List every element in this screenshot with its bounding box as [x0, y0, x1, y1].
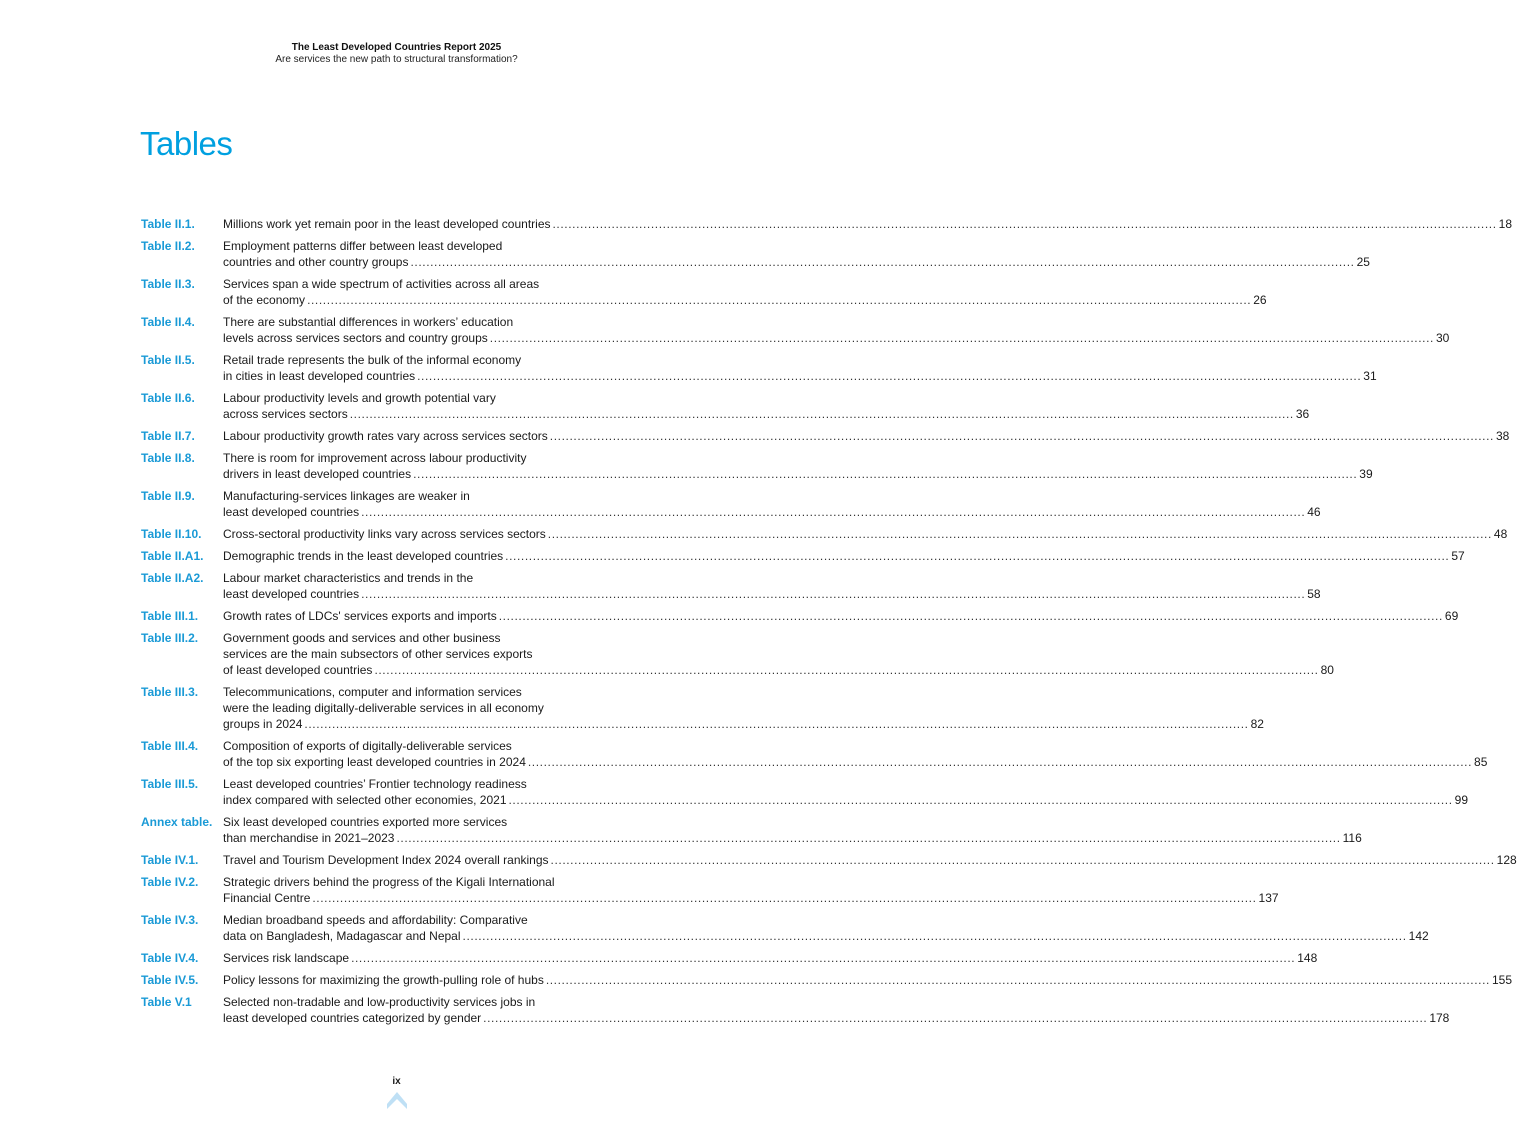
table-title-line: Labour productivity levels and growth potential vary [223, 391, 496, 405]
table-number[interactable]: Table II.7. [141, 429, 195, 443]
table-title-text: Policy lessons for maximizing the growth-pulling role of hubs [223, 973, 544, 987]
table-title-line: Selected non-tradable and low-productivity services jobs in [223, 995, 536, 1009]
table-title-last-line [223, 1010, 1449, 1026]
dot-leader [463, 928, 1407, 944]
table-title[interactable] [223, 488, 1321, 520]
table-title-last-line [223, 586, 1321, 602]
table-title-text: drivers in least developed countries [223, 467, 412, 481]
table-number[interactable]: Table II.A2. [141, 571, 204, 585]
toc-entry[interactable] [141, 972, 1512, 988]
table-title-line: Strategic drivers behind the progress of the Kigali International [223, 875, 555, 889]
table-title-text: index compared with selected other economies, 2021 [223, 793, 507, 807]
dot-leader [546, 972, 1490, 988]
table-title[interactable] [223, 526, 1507, 542]
table-title-last-line [223, 548, 1465, 564]
page-reference[interactable]: 148 [1297, 951, 1318, 965]
dot-leader [417, 368, 1361, 384]
page-title: Tables [140, 125, 233, 162]
toc-entry[interactable] [141, 352, 1377, 384]
dot-leader [350, 406, 1294, 422]
table-title[interactable] [223, 630, 1334, 678]
table-title-line: There are substantial differences in workers’ education [223, 315, 514, 329]
table-number[interactable]: Table IV.3. [141, 913, 199, 927]
table-number[interactable]: Table II.6. [141, 391, 195, 405]
table-title-line: Least developed countries’ Frontier technology readiness [223, 777, 527, 791]
table-title-line: Labour market characteristics and trends in the [223, 571, 474, 585]
table-title-text: least developed countries [223, 587, 360, 601]
table-number[interactable]: Table III.5. [141, 777, 199, 791]
table-number[interactable]: Table V.1 [141, 995, 192, 1009]
report-title: The Least Developed Countries Report 2025 [291, 42, 502, 53]
table-number[interactable]: Table II.10. [141, 527, 202, 541]
table-title-text: of the top six exporting least developed countries in 2024 [223, 755, 526, 769]
table-title-last-line [223, 466, 1373, 482]
table-title-text: Growth rates of LDCs' services exports and imports [223, 609, 497, 623]
page-reference[interactable]: 25 [1356, 255, 1370, 269]
toc-entry[interactable] [141, 994, 1450, 1026]
dot-leader [396, 830, 1340, 846]
table-title[interactable] [223, 238, 1370, 270]
table-number[interactable]: Table IV.2. [141, 875, 199, 889]
page-reference[interactable]: 178 [1429, 1011, 1450, 1025]
table-title[interactable] [223, 972, 1512, 988]
table-number[interactable]: Table III.1. [141, 609, 199, 623]
page-reference[interactable]: 38 [1495, 429, 1510, 443]
page-reference[interactable]: 69 [1444, 609, 1459, 623]
dot-leader [410, 254, 1354, 270]
table-title[interactable] [223, 684, 1264, 732]
page-reference[interactable]: 80 [1320, 663, 1334, 677]
toc-entry[interactable] [141, 608, 1459, 624]
table-title[interactable] [223, 950, 1317, 966]
dot-leader [553, 216, 1497, 232]
table-title[interactable] [223, 874, 1279, 906]
table-title-last-line [223, 852, 1517, 868]
table-title-last-line [223, 830, 1362, 846]
page-reference[interactable]: 57 [1451, 549, 1465, 563]
toc-entry[interactable] [141, 276, 1267, 308]
table-title-text: Millions work yet remain poor in the least developed countries [223, 217, 551, 231]
page-reference[interactable]: 48 [1493, 527, 1508, 541]
dot-leader [413, 466, 1357, 482]
page-reference[interactable]: 142 [1408, 929, 1429, 943]
table-title-text: of the economy [223, 293, 306, 307]
page-number: ix [392, 1076, 401, 1087]
table-title-last-line [223, 950, 1317, 966]
table-title-last-line [223, 216, 1512, 232]
dot-leader [374, 662, 1318, 678]
table-title[interactable] [223, 314, 1449, 346]
table-title[interactable] [223, 608, 1458, 624]
table-title-line: Services span a wide spectrum of activities across all areas [223, 277, 540, 291]
table-title[interactable] [223, 352, 1377, 384]
table-title-last-line [223, 292, 1267, 308]
table-title-last-line [223, 792, 1468, 808]
table-number[interactable]: Table II.5. [141, 353, 195, 367]
table-title-text: across services sectors [223, 407, 348, 421]
toc-entry[interactable] [141, 852, 1517, 868]
dot-leader [312, 890, 1256, 906]
table-title[interactable] [223, 450, 1373, 482]
table-title-last-line [223, 406, 1309, 422]
table-title[interactable] [223, 390, 1309, 422]
toc-entry[interactable] [141, 738, 1488, 770]
table-title-last-line [223, 526, 1507, 542]
table-title-line: Six least developed countries exported more services [223, 815, 508, 829]
table-title-last-line [223, 928, 1429, 944]
table-title-line: Composition of exports of digitally-deliverable services [223, 739, 512, 753]
toc-entry[interactable] [141, 488, 1321, 520]
table-title[interactable] [223, 570, 1321, 602]
page-reference[interactable]: 82 [1250, 717, 1264, 731]
table-title-text: Demographic trends in the least developed countries [223, 549, 504, 563]
dot-leader [551, 852, 1495, 868]
table-title-line: were the leading digitally-deliverable services in all economy [223, 701, 544, 715]
table-title-last-line [223, 972, 1512, 988]
table-title-last-line [223, 428, 1509, 444]
running-header [0, 42, 793, 66]
table-title-text: Labour productivity growth rates vary across services sectors [223, 429, 548, 443]
page-reference[interactable]: 31 [1363, 369, 1377, 383]
page-reference[interactable]: 85 [1474, 755, 1488, 769]
table-number[interactable]: Table II.3. [141, 277, 195, 291]
page-reference[interactable]: 36 [1295, 407, 1310, 421]
toc-entry[interactable] [141, 630, 1334, 678]
table-title-last-line [223, 504, 1321, 520]
table-title[interactable] [223, 994, 1449, 1026]
table-title-text: than merchandise in 2021–2023 [223, 831, 395, 845]
table-of-tables [141, 216, 1517, 1032]
page-reference[interactable]: 58 [1307, 587, 1321, 601]
table-number[interactable]: Table IV.5. [141, 973, 199, 987]
dot-leader [304, 716, 1248, 732]
table-title[interactable] [223, 912, 1429, 944]
table-number[interactable]: Table III.2. [141, 631, 199, 645]
page-reference[interactable]: 39 [1359, 467, 1373, 481]
table-title-line: Employment patterns differ between least developed [223, 239, 503, 253]
dot-leader [505, 548, 1449, 564]
dot-leader [490, 330, 1434, 346]
table-title-line: Median broadband speeds and affordability: Comparative [223, 913, 528, 927]
table-title-line: There is room for improvement across labour productivity [223, 451, 527, 465]
table-title-text: groups in 2024 [223, 717, 303, 731]
table-title-line: Government goods and services and other business [223, 631, 501, 645]
table-title-text: of least developed countries [223, 663, 373, 677]
table-number[interactable]: Table II.8. [141, 451, 195, 465]
table-number[interactable]: Table II.9. [141, 489, 195, 503]
dot-leader [351, 950, 1295, 966]
toc-entry[interactable] [141, 314, 1450, 346]
table-title[interactable] [223, 216, 1512, 232]
table-title[interactable] [223, 738, 1487, 770]
table-title[interactable] [223, 776, 1468, 808]
page-reference[interactable]: 116 [1342, 831, 1362, 845]
page-reference[interactable]: 30 [1435, 331, 1450, 345]
table-title-last-line [223, 754, 1487, 770]
table-title-last-line [223, 716, 1264, 732]
dot-leader [550, 428, 1494, 444]
dot-leader [361, 504, 1305, 520]
table-title-text: levels across services sectors and country groups [223, 331, 488, 345]
table-title-text: data on Bangladesh, Madagascar and Nepal [223, 929, 461, 943]
table-title-last-line [223, 254, 1370, 270]
page-reference[interactable]: 155 [1491, 973, 1512, 987]
table-title-last-line [223, 890, 1279, 906]
page-reference[interactable]: 46 [1307, 505, 1321, 519]
table-title-last-line [223, 608, 1458, 624]
dot-leader [528, 754, 1472, 770]
table-title-line: Telecommunications, computer and information services [223, 685, 522, 699]
toc-entry[interactable] [141, 450, 1373, 482]
table-title-line: Manufacturing-services linkages are weaker in [223, 489, 470, 503]
dot-leader [361, 586, 1305, 602]
table-title[interactable] [223, 852, 1517, 868]
table-title[interactable] [223, 814, 1362, 846]
table-number[interactable]: Table II.4. [141, 315, 195, 329]
report-subtitle: Are services the new path to structural transformation? [275, 54, 518, 65]
table-number[interactable]: Table IV.1. [141, 853, 199, 867]
table-title[interactable] [223, 548, 1465, 564]
table-title-text: least developed countries [223, 505, 360, 519]
table-number[interactable]: Table III.3. [141, 685, 199, 699]
dot-leader [483, 1010, 1427, 1026]
table-number[interactable]: Table II.2. [141, 239, 195, 253]
table-number[interactable]: Annex table. [141, 815, 213, 829]
table-title-text: least developed countries categorized by gender [223, 1011, 482, 1025]
toc-entry[interactable] [141, 950, 1318, 966]
toc-entry[interactable] [141, 216, 1513, 232]
page-reference[interactable]: 99 [1454, 793, 1469, 807]
table-title-text: Financial Centre [223, 891, 311, 905]
chevron-up-icon[interactable] [386, 1090, 408, 1110]
dot-leader [307, 292, 1251, 308]
table-title-text: Travel and Tourism Development Index 2024 overall rankings [223, 853, 549, 867]
table-title-line: services are the main subsectors of other services exports [223, 647, 533, 661]
page-reference[interactable]: 26 [1253, 293, 1267, 307]
table-title-text: countries and other country groups [223, 255, 409, 269]
toc-entry[interactable] [141, 814, 1362, 846]
toc-entry[interactable] [141, 874, 1279, 906]
toc-entry[interactable] [141, 912, 1429, 944]
table-title[interactable] [223, 276, 1267, 308]
table-title-text: in cities in least developed countries [223, 369, 416, 383]
dot-leader [509, 792, 1453, 808]
page-reference[interactable]: 137 [1258, 891, 1279, 905]
toc-entry[interactable] [141, 238, 1370, 270]
dot-leader [499, 608, 1443, 624]
page-reference[interactable]: 128 [1496, 853, 1517, 867]
dot-leader [548, 526, 1492, 542]
table-title-last-line [223, 368, 1377, 384]
toc-entry[interactable] [141, 526, 1508, 542]
table-number[interactable]: Table II.1. [141, 217, 195, 231]
toc-entry[interactable] [141, 684, 1264, 732]
toc-entry[interactable] [141, 548, 1465, 564]
toc-entry[interactable] [141, 390, 1310, 422]
table-title-text: Cross-sectoral productivity links vary across services sectors [223, 527, 546, 541]
table-title-text: Services risk landscape [223, 951, 350, 965]
table-number[interactable]: Table III.4. [141, 739, 199, 753]
table-title[interactable] [223, 428, 1509, 444]
table-title-last-line [223, 662, 1334, 678]
toc-entry[interactable] [141, 570, 1321, 602]
toc-entry[interactable] [141, 776, 1469, 808]
table-number[interactable]: Table IV.4. [141, 951, 199, 965]
toc-entry[interactable] [141, 428, 1510, 444]
table-number[interactable]: Table II.A1. [141, 549, 204, 563]
table-title-last-line [223, 330, 1449, 346]
table-title-line: Retail trade represents the bulk of the informal economy [223, 353, 522, 367]
page-reference[interactable]: 18 [1498, 217, 1513, 231]
